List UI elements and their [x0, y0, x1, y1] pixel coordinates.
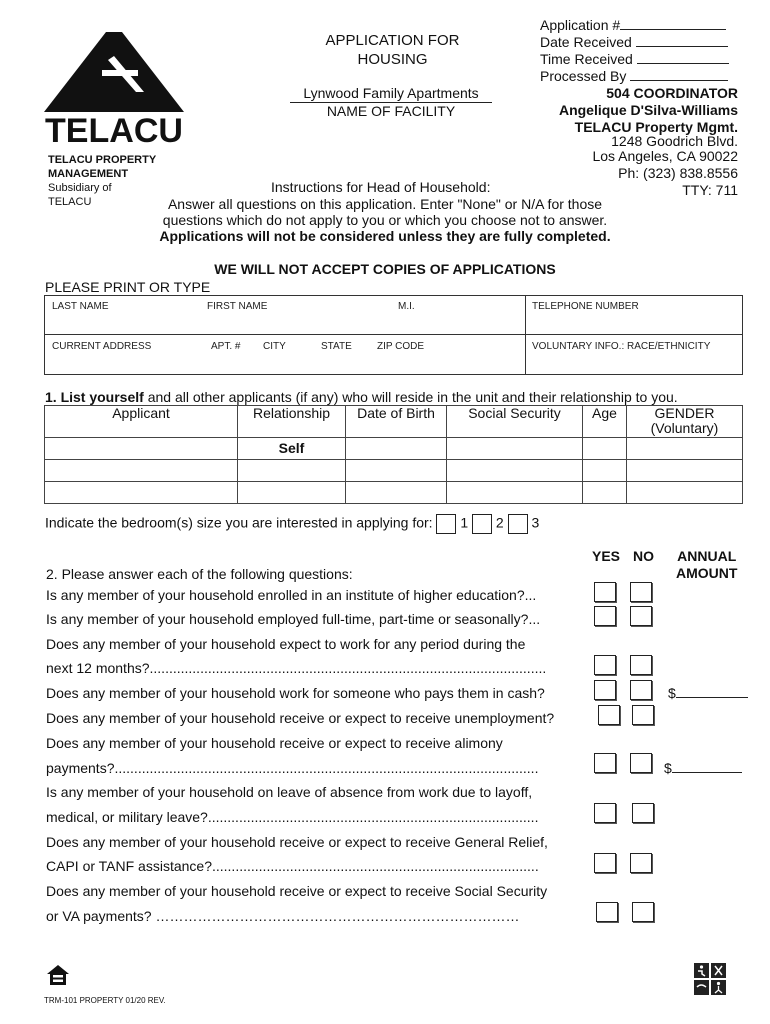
date-received-label: Date Received [540, 34, 632, 50]
applicant-info-box [44, 295, 743, 375]
form-id: TRM-101 PROPERTY 01/20 REV. [44, 996, 166, 1005]
bedroom-1-checkbox[interactable] [436, 514, 456, 534]
cash-amount-field[interactable] [676, 685, 748, 698]
q6-no-checkbox[interactable] [630, 753, 652, 773]
question-cash-pay: Does any member of your household work for someone who pays them in cash? [46, 685, 545, 701]
time-received-field[interactable] [637, 51, 729, 64]
table-cell[interactable] [346, 438, 447, 460]
q9-yes-checkbox[interactable] [596, 902, 618, 922]
equal-housing-icon [46, 964, 70, 988]
zip-field[interactable]: ZIP CODE [377, 341, 425, 352]
q2-no-checkbox[interactable] [630, 606, 652, 626]
section1-heading-text: and all other applicants (if any) who will reside in the unit and their relationship to you. [143, 389, 678, 405]
race-ethnicity-field[interactable]: VOLUNTARY INFO.: RACE/ETHNICITY [532, 341, 711, 352]
table-cell[interactable] [627, 482, 743, 504]
q4-yes-checkbox[interactable] [594, 680, 616, 700]
org-subsidiary-line2: TELACU [48, 196, 92, 208]
annual-amount-line1: ANNUAL [677, 548, 737, 564]
col-relationship: Relationship [238, 406, 346, 438]
q4-no-checkbox[interactable] [630, 680, 652, 700]
self-label: Self [238, 438, 346, 460]
org-name-line1: TELACU PROPERTY [48, 154, 157, 166]
question-social-security-line2: or VA payments? …………………………………………………………………… [46, 908, 520, 924]
instructions-heading: Instructions for Head of Household: [271, 179, 491, 195]
q8-yes-checkbox[interactable] [594, 853, 616, 873]
instructions-warning: Applications will not be considered unless they are fully completed. [159, 228, 611, 244]
q1-no-checkbox[interactable] [630, 582, 652, 602]
q7-yes-checkbox[interactable] [594, 803, 616, 823]
col-gender: GENDER (Voluntary) [627, 406, 743, 438]
col-applicant: Applicant [45, 406, 238, 438]
contact-block [592, 134, 738, 198]
q8-no-checkbox[interactable] [630, 853, 652, 873]
table-cell[interactable] [627, 438, 743, 460]
table-cell[interactable] [45, 438, 238, 460]
q5-no-checkbox[interactable] [632, 705, 654, 725]
last-name-field[interactable]: LAST NAME [52, 301, 109, 312]
question-relief-line2: CAPI or TANF assistance?.................................................................................... [46, 858, 539, 874]
table-cell[interactable] [447, 460, 583, 482]
table-cell[interactable] [346, 482, 447, 504]
col-age: Age [583, 406, 627, 438]
question-leave-line1: Is any member of your household on leave of absence from work due to layoff, [46, 784, 533, 800]
current-address-field[interactable]: CURRENT ADDRESS [52, 341, 152, 352]
org-subsidiary-line1: Subsidiary of [48, 182, 112, 194]
question-higher-education: Is any member of your household enrolled in an institute of higher education?... [46, 587, 537, 603]
bedroom-size-prompt: Indicate the bedroom(s) size you are interested in applying for: [45, 514, 433, 531]
q5-yes-checkbox[interactable] [598, 705, 620, 725]
coordinator-title: 504 COORDINATOR [606, 85, 738, 101]
question-expect-work-line1: Does any member of your household expect to work for any period during the [46, 636, 526, 652]
contact-city: Los Angeles, CA 90022 [592, 148, 738, 164]
bedroom-3-checkbox[interactable] [508, 514, 528, 534]
question-relief-line1: Does any member of your household receive or expect to receive General Relief, [46, 834, 548, 850]
dollar-sign: $ [668, 685, 676, 701]
copies-notice: WE WILL NOT ACCEPT COPIES OF APPLICATIONS [214, 261, 556, 277]
q9-no-checkbox[interactable] [632, 902, 654, 922]
q1-yes-checkbox[interactable] [594, 582, 616, 602]
first-name-field[interactable]: FIRST NAME [207, 301, 268, 312]
contact-street: 1248 Goodrich Blvd. [611, 133, 738, 149]
dollar-sign: $ [664, 760, 672, 776]
office-use-block [540, 17, 729, 85]
table-cell[interactable] [447, 438, 583, 460]
instructions-line2: Answer all questions on this application. Enter "None" or N/A for those [167, 196, 603, 212]
table-header-row [45, 406, 743, 438]
question-alimony-line1: Does any member of your household receive or expect to receive alimony [46, 735, 503, 751]
table-cell[interactable] [583, 460, 627, 482]
table-row [45, 482, 743, 504]
application-number-label: Application # [540, 17, 621, 33]
question-social-security-line1: Does any member of your household receive or expect to receive Social Security [46, 883, 548, 899]
bedroom-1-label: 1 [460, 514, 469, 531]
coordinator-company: TELACU Property Mgmt. [574, 119, 738, 135]
date-received-field[interactable] [636, 34, 728, 47]
table-cell[interactable] [238, 460, 346, 482]
facility-name[interactable]: Lynwood Family Apartments [290, 85, 492, 103]
facility-block [290, 85, 492, 119]
middle-initial-field[interactable]: M.I. [398, 301, 415, 312]
contact-tty: TTY: 711 [682, 182, 738, 198]
section1-heading [45, 389, 678, 405]
q7-no-checkbox[interactable] [632, 803, 654, 823]
question-expect-work-line2: next 12 months?...................................................................................................... [46, 660, 547, 676]
processed-by-field[interactable] [630, 68, 728, 81]
state-field[interactable]: STATE [321, 341, 352, 352]
table-cell[interactable] [346, 460, 447, 482]
table-cell[interactable] [447, 482, 583, 504]
logo-text: TELACU [45, 112, 183, 150]
bedroom-2-checkbox[interactable] [472, 514, 492, 534]
table-cell[interactable] [45, 482, 238, 504]
question-alimony-line2: payments?............................................................................................................. [46, 760, 539, 776]
coordinator-block [559, 85, 738, 136]
divider [525, 296, 526, 374]
processed-by-label: Processed By [540, 68, 627, 84]
print-notice: PLEASE PRINT OR TYPE [45, 279, 211, 295]
title-line1: APPLICATION FOR [325, 32, 460, 49]
accessibility-icons [694, 963, 726, 995]
bedroom-size-row [45, 514, 539, 534]
telephone-field[interactable]: TELEPHONE NUMBER [532, 301, 639, 312]
divider [45, 334, 742, 335]
apt-field[interactable]: APT. # [211, 341, 241, 352]
page-title [290, 31, 495, 69]
applicants-table [44, 405, 743, 504]
annual-amount-header [676, 548, 737, 582]
question-unemployment: Does any member of your household receive or expect to receive unemployment? [46, 710, 555, 726]
q6-yes-checkbox[interactable] [594, 753, 616, 773]
table-cell[interactable] [583, 482, 627, 504]
question-employed: Is any member of your household employed full-time, part-time or seasonally?... [46, 611, 541, 627]
table-row [45, 438, 743, 460]
org-name-line2: MANAGEMENT [48, 168, 129, 180]
telacu-logo [44, 30, 184, 150]
bedroom-2-label: 2 [495, 514, 504, 531]
col-date-of-birth: Date of Birth [346, 406, 447, 438]
telacu-triangle-icon [44, 30, 184, 150]
cash-amount-row [668, 685, 748, 701]
alimony-amount-field[interactable] [672, 760, 742, 773]
table-cell[interactable] [45, 460, 238, 482]
title-line2: HOUSING [357, 51, 428, 68]
yes-header: YES [592, 548, 621, 564]
q3-no-checkbox[interactable] [630, 655, 652, 675]
facility-label: NAME OF FACILITY [326, 103, 456, 119]
bedroom-3-label: 3 [531, 514, 540, 531]
table-row [45, 460, 743, 482]
no-header: NO [633, 548, 654, 564]
question-leave-line2: medical, or military leave?..................................................................................... [46, 809, 539, 825]
section2-heading: 2. Please answer each of the following questions: [46, 566, 353, 582]
col-social-security: Social Security [447, 406, 583, 438]
coordinator-name: Angelique D'Silva-Williams [558, 102, 738, 118]
table-cell[interactable] [583, 438, 627, 460]
annual-amount-line2: AMOUNT [676, 565, 738, 581]
alimony-amount-row [664, 760, 742, 776]
table-cell[interactable] [627, 460, 743, 482]
q2-yes-checkbox[interactable] [594, 606, 616, 626]
time-received-label: Time Received [540, 51, 633, 67]
section1-heading-bold: 1. List yourself [45, 389, 144, 405]
instructions-line3: questions which do not apply to you or which you choose not to answer. [162, 212, 608, 228]
contact-phone: Ph: (323) 838.8556 [618, 165, 738, 181]
city-field[interactable]: CITY [263, 341, 286, 352]
q3-yes-checkbox[interactable] [594, 655, 616, 675]
application-number-field[interactable] [620, 17, 726, 30]
table-cell[interactable] [238, 482, 346, 504]
